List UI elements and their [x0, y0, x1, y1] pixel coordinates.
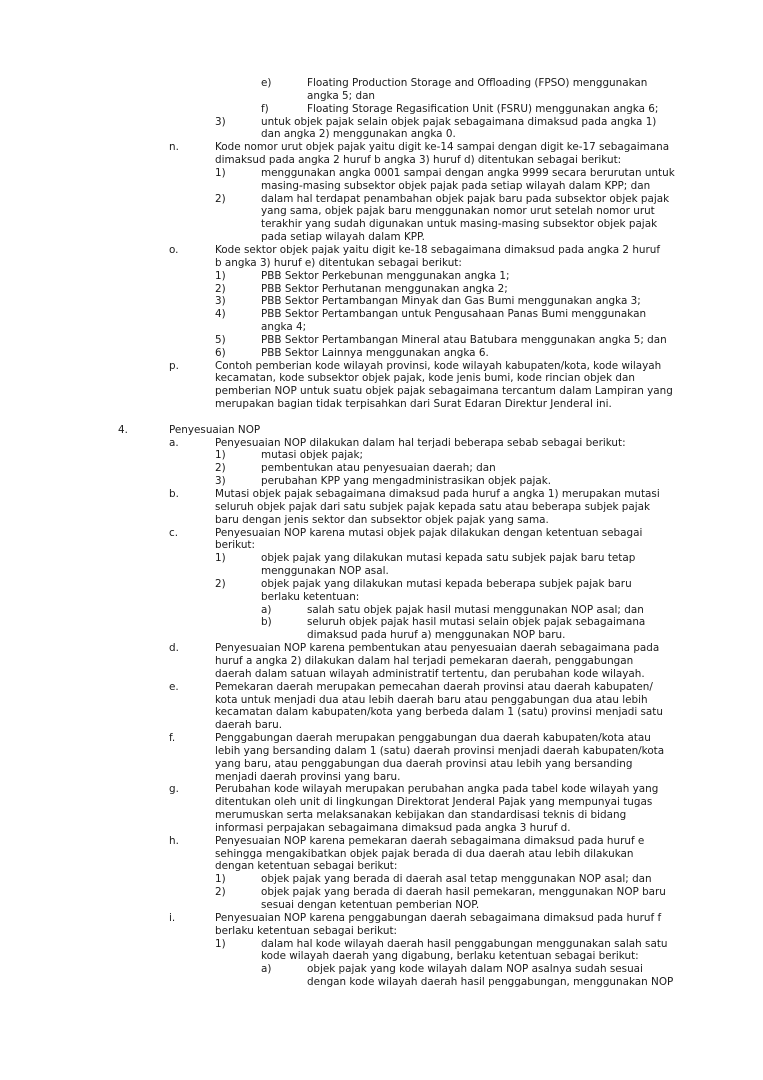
list-marker: o.: [169, 243, 179, 256]
list-marker: 5): [215, 333, 226, 346]
text-line: Floating Storage Regasification Unit (FSRU) menggunakan angka 6;: [307, 102, 659, 115]
list-marker: 1): [215, 449, 226, 462]
text-line: pemberian NOP untuk suatu objek pajak sebagaimana tercantum dalam Lampiran yang: [215, 385, 673, 398]
list-item: [0, 912, 763, 938]
list-item: [0, 886, 763, 912]
text-line: kode wilayah daerah yang digabung, berlaku ketentuan sebagai berikut:: [261, 950, 639, 963]
text-line: kota untuk menjadi dua atau lebih daerah baru atau penggabungan dua atau lebih: [215, 693, 648, 706]
text-line: ditentukan oleh unit di lingkungan Direktorat Jenderal Pajak yang mempunyai tugas: [215, 796, 653, 809]
list-marker: b): [261, 616, 272, 629]
text-line: Floating Production Storage and Offloading (FPSO) menggunakan: [307, 77, 648, 89]
text-line: informasi perpajakan sebagaimana dimaksud pada angka 3 huruf d.: [215, 821, 571, 834]
text-line: pada setiap wilayah dalam KPP.: [261, 231, 425, 244]
list-item: [0, 295, 763, 308]
list-marker: 2): [215, 282, 226, 295]
list-item: [0, 732, 763, 783]
text-line: berlaku ketentuan sebagai berikut:: [215, 924, 398, 937]
text-line: PBB Sektor Pertambangan Mineral atau Batubara menggunakan angka 5; dan: [261, 333, 667, 346]
text-line: yang sama, objek pajak baru menggunakan nomor urut setelah nomor urut: [261, 205, 655, 218]
text-line: dan angka 2) menggunakan angka 0.: [261, 128, 456, 141]
list-item: [0, 938, 763, 964]
list-marker: 2): [215, 577, 226, 590]
text-line: PBB Sektor Lainnya menggunakan angka 6.: [261, 346, 489, 359]
text-line: Penyesuaian NOP dilakukan dalam hal terjadi beberapa sebab sebagai berikut:: [215, 436, 626, 449]
text-line: terakhir yang sudah digunakan untuk masing-masing subsektor objek pajak: [261, 218, 658, 231]
text-line: objek pajak yang dilakukan mutasi kepada beberapa subjek pajak baru: [261, 577, 632, 590]
text-line: dimaksud pada angka 2 huruf b angka 3) huruf d) ditentukan sebagai berikut:: [215, 154, 622, 167]
text-line: angka 4;: [261, 321, 307, 334]
list-marker: 6): [215, 346, 226, 359]
text-line: menjadi daerah provinsi yang baru.: [215, 770, 401, 783]
text-line: huruf a angka 2) dilakukan dalam hal terjadi pemekaran daerah, penggabungan: [215, 654, 634, 667]
text-line: objek pajak yang berada di daerah asal tetap menggunakan NOP asal; dan: [261, 873, 652, 886]
text-line: objek pajak yang kode wilayah dalam NOP asalnya sudah sesuai: [307, 963, 643, 976]
list-item: [0, 835, 763, 874]
text-line: daerah baru.: [215, 719, 283, 732]
list-marker: 2): [215, 192, 226, 205]
text-line: menggunakan NOP asal.: [261, 565, 389, 578]
list-item: [0, 783, 763, 834]
text-line: PBB Sektor Perhutanan menggunakan angka 2;: [261, 282, 508, 295]
text-line: yang baru, atau penggabungan dua daerah provinsi atau lebih yang bersanding: [215, 757, 633, 770]
text-line: Penyesuaian NOP: [169, 423, 261, 436]
list-marker: f): [261, 102, 269, 115]
list-marker: i.: [169, 911, 176, 924]
list-item: [0, 552, 763, 578]
list-item: [0, 77, 763, 103]
list-marker: 3): [215, 475, 226, 488]
list-marker: 3): [215, 115, 226, 128]
text-line: Penyesuaian NOP karena pemekaran daerah sebagaimana dimaksud pada huruf e: [215, 834, 645, 847]
text-line: angka 5; dan: [307, 89, 376, 102]
text-line: PBB Sektor Perkebunan menggunakan angka 1;: [261, 269, 510, 282]
document-page: [0, 77, 763, 989]
list-item: [0, 527, 763, 553]
list-item: [0, 642, 763, 681]
text-line: sehingga mengakibatkan objek pajak berada di dua daerah atau lebih dilakukan: [215, 847, 634, 860]
list-item: [0, 244, 763, 270]
list-item: [0, 334, 763, 347]
text-line: Kode sektor objek pajak yaitu digit ke-18 sebagaimana dimaksud pada angka 2 huruf: [215, 243, 661, 256]
list-marker: 4.: [118, 423, 128, 436]
list-marker: p.: [169, 359, 179, 372]
list-marker: g.: [169, 783, 179, 796]
list-item: [0, 116, 763, 142]
list-item: [0, 449, 763, 462]
list-item: [0, 681, 763, 732]
list-item: [0, 308, 763, 334]
list-marker: 1): [215, 937, 226, 950]
text-line: seluruh objek pajak dari satu subjek pajak kepada satu atau beberapa subjek pajak: [215, 500, 651, 513]
list-item: [0, 963, 763, 989]
text-line: perubahan KPP yang mengadministrasikan objek pajak.: [261, 475, 552, 488]
list-marker: 1): [215, 552, 226, 565]
text-line: baru dengan jenis sektor dan subsektor objek pajak yang sama.: [215, 513, 549, 526]
list-item: [0, 270, 763, 283]
list-item: [0, 424, 763, 437]
list-item: [0, 475, 763, 488]
list-item: [0, 360, 763, 411]
list-marker: a): [261, 603, 272, 616]
text-line: objek pajak yang berada di daerah hasil pemekaran, menggunakan NOP baru: [261, 886, 666, 899]
list-item: [0, 578, 763, 604]
text-line: dengan ketentuan sebagai berikut:: [215, 860, 398, 873]
list-marker: a): [261, 963, 272, 976]
list-item: [0, 283, 763, 296]
list-item: [0, 604, 763, 617]
list-marker: b.: [169, 488, 179, 500]
text-line: Penggabungan daerah merupakan penggabungan dua daerah kabupaten/kota atau: [215, 732, 651, 745]
list-marker: 1): [215, 269, 226, 282]
list-item: [0, 873, 763, 886]
text-line: dalam hal kode wilayah daerah hasil penggabungan menggunakan salah satu: [261, 937, 668, 950]
list-marker: h.: [169, 834, 179, 847]
list-marker: 1): [215, 873, 226, 886]
text-line: masing-masing subsektor objek pajak pada setiap wilayah dalam KPP; dan: [261, 179, 651, 192]
text-line: PBB Sektor Pertambangan untuk Pengusahaan Panas Bumi menggunakan: [261, 308, 647, 321]
list-marker: 2): [215, 462, 226, 475]
text-line: lebih yang bersanding dalam 1 (satu) daerah provinsi menjadi daerah kabupaten/kota: [215, 744, 665, 757]
text-line: Perubahan kode wilayah merupakan perubahan angka pada tabel kode wilayah yang: [215, 783, 659, 796]
list-item: [0, 462, 763, 475]
text-line: pembentukan atau penyesuaian daerah; dan: [261, 462, 496, 475]
text-line: Penyesuaian NOP karena pembentukan atau penyesuaian daerah sebagaimana pada: [215, 642, 660, 655]
list-marker: 3): [215, 295, 226, 308]
text-line: merumuskan serta melaksanakan kebijakan dan standardisasi teknis di bidang: [215, 809, 627, 822]
list-marker: 4): [215, 308, 226, 321]
list-marker: e.: [169, 680, 179, 693]
text-line: menggunakan angka 0001 sampai dengan angka 9999 secara berurutan untuk: [261, 166, 675, 179]
list-marker: c.: [169, 526, 179, 539]
text-line: untuk objek pajak selain objek pajak sebagaimana dimaksud pada angka 1): [261, 115, 657, 128]
text-line: Mutasi objek pajak sebagaimana dimaksud pada huruf a angka 1) merupakan mutasi: [215, 488, 660, 500]
list-item: [0, 488, 763, 527]
list-item: [0, 167, 763, 193]
blank-line: [0, 411, 763, 424]
text-line: Pemekaran daerah merupakan pemecahan daerah provinsi atau daerah kabupaten/: [215, 680, 653, 693]
list-item: [0, 347, 763, 360]
text-line: Penyesuaian NOP karena mutasi objek pajak dilakukan dengan ketentuan sebagai: [215, 526, 643, 539]
list-marker: f.: [169, 732, 176, 745]
list-item: [0, 616, 763, 642]
text-line: sesuai dengan ketentuan pemberian NOP.: [261, 899, 480, 911]
text-line: kecamatan, kode subsektor objek pajak, kode jenis bumi, kode rincian objek dan: [215, 372, 635, 385]
text-line: Contoh pemberian kode wilayah provinsi, kode wilayah kabupaten/kota, kode wilayah: [215, 359, 662, 372]
text-line: b angka 3) huruf e) ditentukan sebagai berikut:: [215, 256, 462, 269]
text-line: dengan kode wilayah daerah hasil penggabungan, menggunakan NOP: [307, 976, 674, 989]
list-marker: e): [261, 77, 272, 89]
text-line: salah satu objek pajak hasil mutasi menggunakan NOP asal; dan: [307, 603, 644, 616]
text-line: PBB Sektor Pertambangan Minyak dan Gas Bumi menggunakan angka 3;: [261, 295, 641, 308]
list-marker: n.: [169, 141, 179, 154]
list-item: [0, 193, 763, 244]
text-line: berikut:: [215, 539, 256, 552]
text-line: Kode nomor urut objek pajak yaitu digit ke-14 sampai dengan digit ke-17 sebagaimana: [215, 141, 670, 154]
list-marker: 1): [215, 166, 226, 179]
text-line: daerah dalam satuan wilayah administratif tertentu, dan perubahan kode wilayah.: [215, 667, 645, 680]
text-line: dalam hal terdapat penambahan objek pajak baru pada subsektor objek pajak: [261, 192, 670, 205]
list-marker: a.: [169, 436, 179, 449]
text-line: berlaku ketentuan:: [261, 590, 360, 603]
text-line: Penyesuaian NOP karena penggabungan daerah sebagaimana dimaksud pada huruf f: [215, 911, 662, 924]
text-line: mutasi objek pajak;: [261, 449, 364, 462]
text-line: objek pajak yang dilakukan mutasi kepada satu subjek pajak baru tetap: [261, 552, 636, 565]
list-item: [0, 103, 763, 116]
list-item: [0, 141, 763, 167]
list-marker: d.: [169, 642, 179, 655]
text-line: merupakan bagian tidak terpisahkan dari Surat Edaran Direktur Jenderal ini.: [215, 398, 612, 411]
text-line: dimaksud pada huruf a) menggunakan NOP baru.: [307, 629, 566, 642]
list-item: [0, 437, 763, 450]
text-line: seluruh objek pajak hasil mutasi selain objek pajak sebagaimana: [307, 616, 646, 629]
list-marker: 2): [215, 886, 226, 899]
text-line: kecamatan dalam kabupaten/kota yang berbeda dalam 1 (satu) provinsi menjadi satu: [215, 706, 663, 719]
